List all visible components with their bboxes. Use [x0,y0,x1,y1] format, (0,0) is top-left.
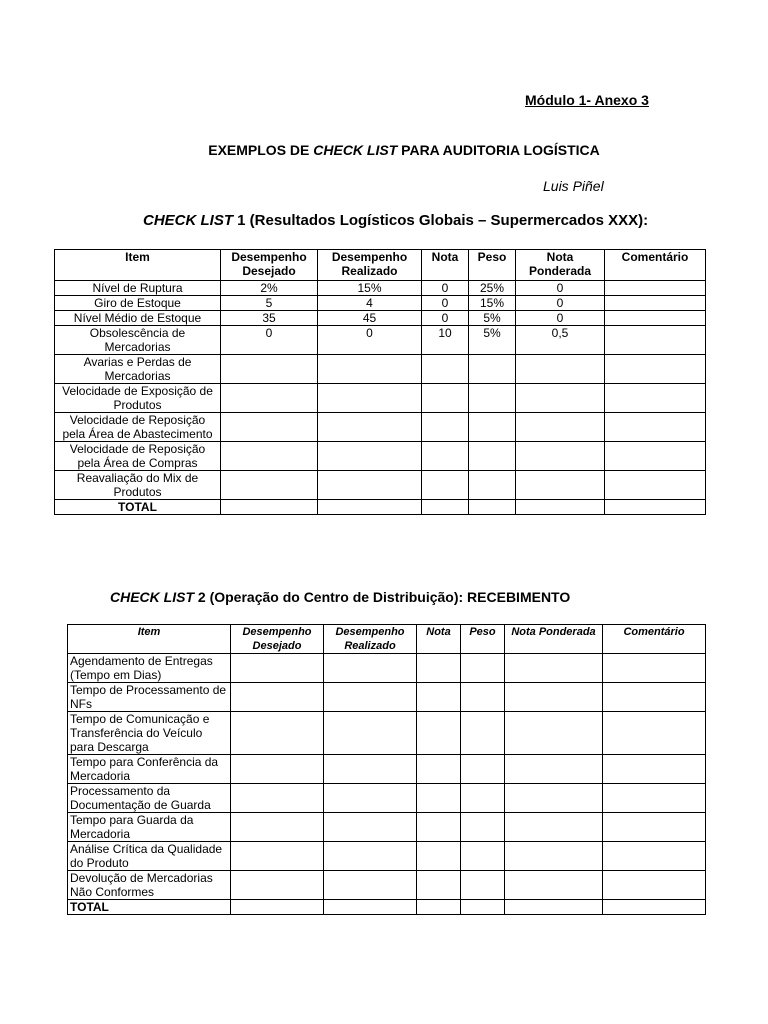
table-cell: 0 [422,296,469,311]
row-item-label: Nível de Ruptura [55,281,221,296]
table-cell [417,654,461,683]
checklist2-title-rest: 2 (Operação do Centro de Distribuição): RECEBIMENTO [194,589,571,605]
table-cell [605,384,706,413]
table-cell [603,712,706,755]
table-cell [605,296,706,311]
table-row [68,900,706,915]
row-item-label: Velocidade de Reposição pela Área de Abastecimento [55,413,221,442]
table-cell [469,355,516,384]
table-cell [221,471,318,500]
table-cell [516,413,605,442]
table-row [55,311,706,326]
table-cell [505,842,603,871]
table-cell: 15% [469,296,516,311]
table-cell [221,355,318,384]
table-cell [605,500,706,515]
checklist1-title-rest: 1 (Resultados Logísticos Globais – Supermercados XXX): [233,212,649,229]
checklist1-table [54,249,706,515]
table-cell [461,842,505,871]
table-cell [318,413,422,442]
table-cell [417,755,461,784]
table-cell [505,755,603,784]
table-cell [605,326,706,355]
table-cell [605,471,706,500]
row-item-label: Agendamento de Entregas (Tempo em Dias) [68,654,231,683]
table-cell [461,712,505,755]
column-header: Peso [469,250,516,281]
table-cell [324,654,417,683]
table-cell [516,471,605,500]
table-cell [505,900,603,915]
table-cell [231,712,324,755]
table-cell: 0 [422,311,469,326]
table-row [55,442,706,471]
row-item-label: Giro de Estoque [55,296,221,311]
table-cell [231,813,324,842]
row-item-label: Avarias e Perdas de Mercadorias [55,355,221,384]
table-cell [603,654,706,683]
table-cell [422,442,469,471]
row-item-label: Tempo de Comunicação e Transferência do Veículo para Descarga [68,712,231,755]
row-item-label: TOTAL [68,900,231,915]
column-header: Comentário [603,625,706,654]
table-cell [318,500,422,515]
table-row [68,784,706,813]
column-header: Desempenho Desejado [231,625,324,654]
column-header: Item [68,625,231,654]
table-cell [516,500,605,515]
column-header: Nota [417,625,461,654]
table-cell [505,683,603,712]
table-cell: 5% [469,311,516,326]
table-cell [324,784,417,813]
table-cell [422,413,469,442]
column-header: Nota Ponderada [516,250,605,281]
author-name: Luis Piñel [543,178,604,194]
table-cell [318,384,422,413]
table-cell: 0 [221,326,318,355]
checklist1-title-italic: CHECK LIST [143,212,233,229]
table-cell [603,842,706,871]
row-item-label: Análise Crítica da Qualidade do Produto [68,842,231,871]
table-cell [324,900,417,915]
row-item-label: Velocidade de Reposição pela Área de Compras [55,442,221,471]
table-cell [603,813,706,842]
table-cell [221,384,318,413]
table-cell [461,755,505,784]
table-cell [469,413,516,442]
row-item-label: Devolução de Mercadorias Não Conformes [68,871,231,900]
checklist2-title-italic: CHECK LIST [110,589,194,605]
table-row [68,842,706,871]
table-cell: 10 [422,326,469,355]
table-cell [461,654,505,683]
table-cell [505,712,603,755]
table-cell: 5% [469,326,516,355]
table-cell [324,871,417,900]
table-cell [318,355,422,384]
table-cell: 0 [516,311,605,326]
table-cell [516,384,605,413]
table-cell: 15% [318,281,422,296]
table-cell [505,871,603,900]
table-cell [505,654,603,683]
table-cell: 0 [516,281,605,296]
table-cell [231,900,324,915]
table-cell: 2% [221,281,318,296]
table-cell [324,842,417,871]
table-cell [469,442,516,471]
table-cell: 0,5 [516,326,605,355]
row-item-label: Velocidade de Exposição de Produtos [55,384,221,413]
table-cell [417,712,461,755]
table-cell [469,384,516,413]
table-row [68,683,706,712]
table-row [68,813,706,842]
column-header: Desempenho Realizado [324,625,417,654]
table-cell [231,755,324,784]
title-part-italic: CHECK LIST [313,142,398,158]
row-item-label: Processamento da Documentação de Guarda [68,784,231,813]
table-cell [516,355,605,384]
table-cell [605,413,706,442]
table-cell [516,442,605,471]
column-header: Peso [461,625,505,654]
table-cell [605,355,706,384]
row-item-label: Tempo para Guarda da Mercadoria [68,813,231,842]
table-row [55,355,706,384]
table-cell: 0 [422,281,469,296]
table-cell [221,413,318,442]
table-cell [461,784,505,813]
table-cell [231,842,324,871]
table-header-row [55,250,706,281]
table-cell [324,683,417,712]
table-cell [603,683,706,712]
table-cell [417,813,461,842]
table-cell [605,281,706,296]
column-header: Nota [422,250,469,281]
table-row [55,384,706,413]
table-cell [417,842,461,871]
row-item-label: Obsolescência de Mercadorias [55,326,221,355]
table-row [68,712,706,755]
table-cell [461,900,505,915]
table-cell [231,654,324,683]
table-cell [417,784,461,813]
table-cell [417,683,461,712]
table-cell [605,442,706,471]
table-row [68,755,706,784]
row-item-label: Reavaliação do Mix de Produtos [55,471,221,500]
table-cell [221,442,318,471]
column-header: Nota Ponderada [505,625,603,654]
table-cell [422,384,469,413]
table-cell [469,500,516,515]
table-cell [422,471,469,500]
table-cell [461,683,505,712]
table-cell [231,784,324,813]
table-row [68,654,706,683]
table-cell [603,900,706,915]
row-item-label: Tempo de Processamento de NFs [68,683,231,712]
table-cell [603,871,706,900]
table-cell [461,871,505,900]
table-header-row [68,625,706,654]
document-title [20,142,768,158]
table-cell [469,471,516,500]
table-cell: 4 [318,296,422,311]
column-header: Desempenho Realizado [318,250,422,281]
checklist1-title [143,212,648,229]
title-part: PARA AUDITORIA LOGÍSTICA [397,142,600,158]
table-row [55,326,706,355]
table-cell [417,900,461,915]
table-cell [231,871,324,900]
table-row [68,871,706,900]
column-header: Desempenho Desejado [221,250,318,281]
table-cell [603,784,706,813]
table-cell [422,355,469,384]
table-row [55,413,706,442]
table-cell: 0 [516,296,605,311]
table-cell [221,500,318,515]
table-cell [422,500,469,515]
table-cell: 0 [318,326,422,355]
table-cell [417,871,461,900]
checklist2-title [110,589,570,605]
table-cell [505,784,603,813]
table-row [55,500,706,515]
table-cell: 35 [221,311,318,326]
table-cell [231,683,324,712]
checklist2-table [67,624,706,915]
row-item-label: TOTAL [55,500,221,515]
module-label: Módulo 1- Anexo 3 [525,92,649,108]
table-cell [605,311,706,326]
table-cell [603,755,706,784]
table-cell [324,813,417,842]
title-part: EXEMPLOS DE [208,142,314,158]
table-cell [324,712,417,755]
table-cell [318,442,422,471]
column-header: Item [55,250,221,281]
table-cell [505,813,603,842]
table-cell: 25% [469,281,516,296]
table-cell [324,755,417,784]
row-item-label: Nível Médio de Estoque [55,311,221,326]
table-cell [318,471,422,500]
column-header: Comentário [605,250,706,281]
row-item-label: Tempo para Conferência da Mercadoria [68,755,231,784]
table-row [55,296,706,311]
table-row [55,281,706,296]
table-cell [461,813,505,842]
table-cell: 45 [318,311,422,326]
table-row [55,471,706,500]
table-cell: 5 [221,296,318,311]
